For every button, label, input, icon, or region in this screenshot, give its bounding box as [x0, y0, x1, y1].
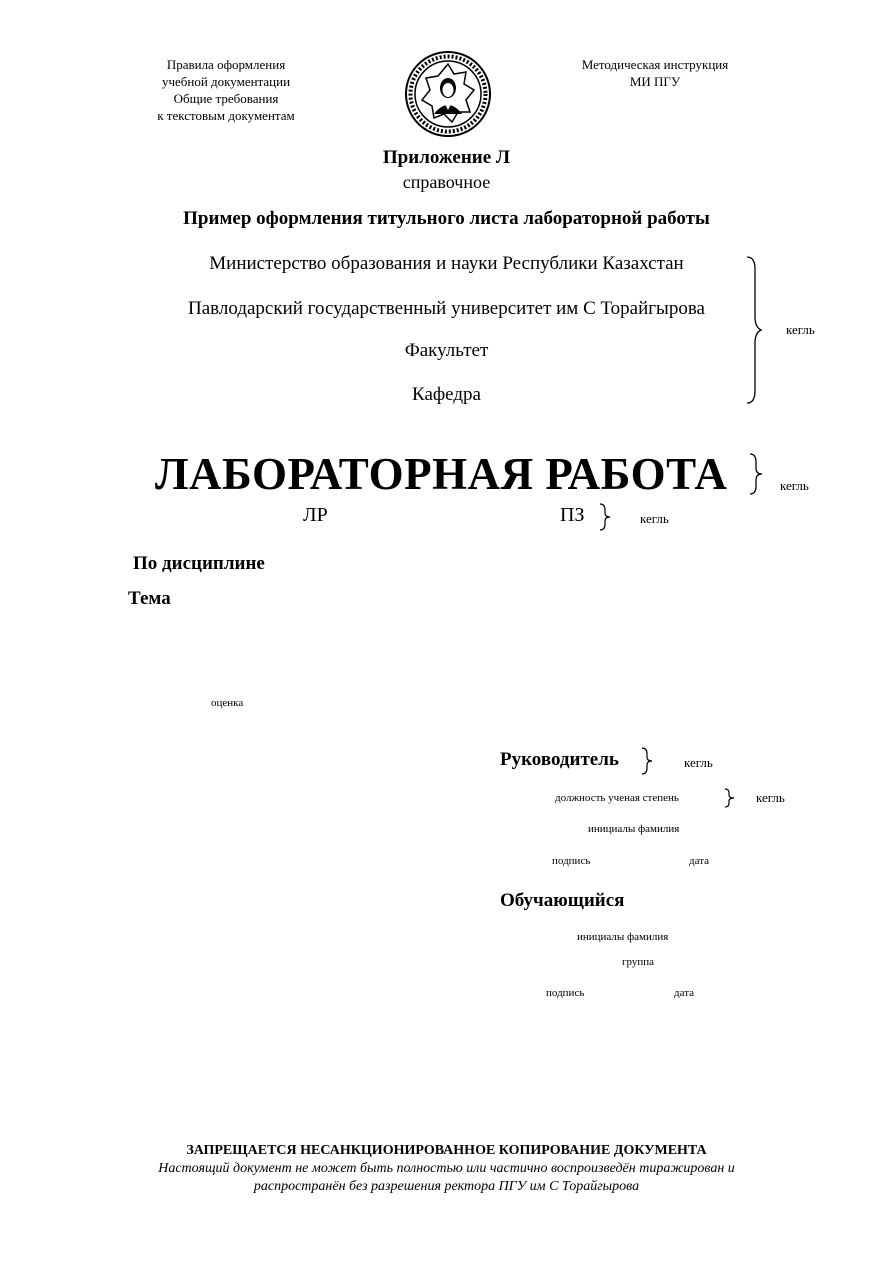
header-right-line: Методическая инструкция — [581, 57, 729, 72]
main-title: ЛАБОРАТОРНАЯ РАБОТА — [155, 449, 728, 499]
font-size-note: кегль — [756, 790, 785, 805]
header-right-block — [560, 56, 750, 90]
appendix-subtitle: справочное — [402, 172, 491, 192]
header-left-line: к текстовым документам — [157, 108, 295, 123]
student-group: группа — [622, 956, 655, 968]
discipline-label: По дисциплине — [133, 553, 265, 574]
topic-label: Тема — [128, 588, 171, 609]
supervisor-title: Руководитель — [500, 749, 619, 770]
copy-note — [0, 1160, 893, 1196]
student-initials: инициалы фамилия — [577, 931, 669, 943]
supervisor-date: дата — [689, 855, 710, 867]
header-left-block — [138, 56, 314, 124]
student-signature: подпись — [546, 987, 585, 999]
right-brace-icon — [723, 787, 737, 809]
font-size-note: кегль — [786, 322, 815, 337]
font-size-note: кегль — [684, 755, 713, 770]
department-line: Кафедра — [412, 384, 481, 405]
copy-warning: ЗАПРЕЩАЕТСЯ НЕСАНКЦИОНИРОВАННОЕ КОПИРОВАНИЕ ДОКУМЕНТА — [186, 1143, 707, 1158]
copy-note-line: распространён без разрешения ректора ПГУ им С Торайгырова — [253, 1179, 640, 1194]
header-right-line: МИ ПГУ — [629, 74, 681, 89]
right-brace-icon — [640, 746, 656, 776]
grade-label: оценка — [211, 697, 244, 709]
right-brace-icon — [748, 452, 766, 496]
ministry-line: Министерство образования и науки Республики Казахстан — [209, 253, 684, 274]
faculty-line: Факультет — [404, 340, 489, 361]
note-abbrev: ПЗ — [560, 504, 585, 526]
lab-abbrev: ЛР — [303, 504, 328, 526]
font-size-note: кегль — [640, 511, 669, 526]
header-left-line: Правила оформления — [166, 57, 286, 72]
supervisor-signature: подпись — [552, 855, 591, 867]
header-left-line: Общие требования — [173, 91, 279, 106]
right-brace-icon — [745, 255, 765, 405]
example-heading: Пример оформления титульного листа лабораторной работы — [183, 208, 710, 229]
font-size-note: кегль — [780, 478, 809, 493]
supervisor-initials: инициалы фамилия — [588, 823, 680, 835]
university-seal-portrait-icon — [404, 50, 492, 138]
student-date: дата — [674, 987, 695, 999]
header-left-line: учебной документации — [161, 74, 291, 89]
right-brace-icon — [598, 502, 614, 532]
appendix-title: Приложение Л — [382, 147, 511, 168]
university-line: Павлодарский государственный университет им С Торайгырова — [188, 298, 705, 319]
student-title: Обучающийся — [500, 890, 625, 911]
supervisor-position: должность ученая степень — [555, 792, 679, 804]
copy-note-line: Настоящий документ не может быть полностью или частично воспроизведён тиражирован и — [158, 1161, 735, 1176]
